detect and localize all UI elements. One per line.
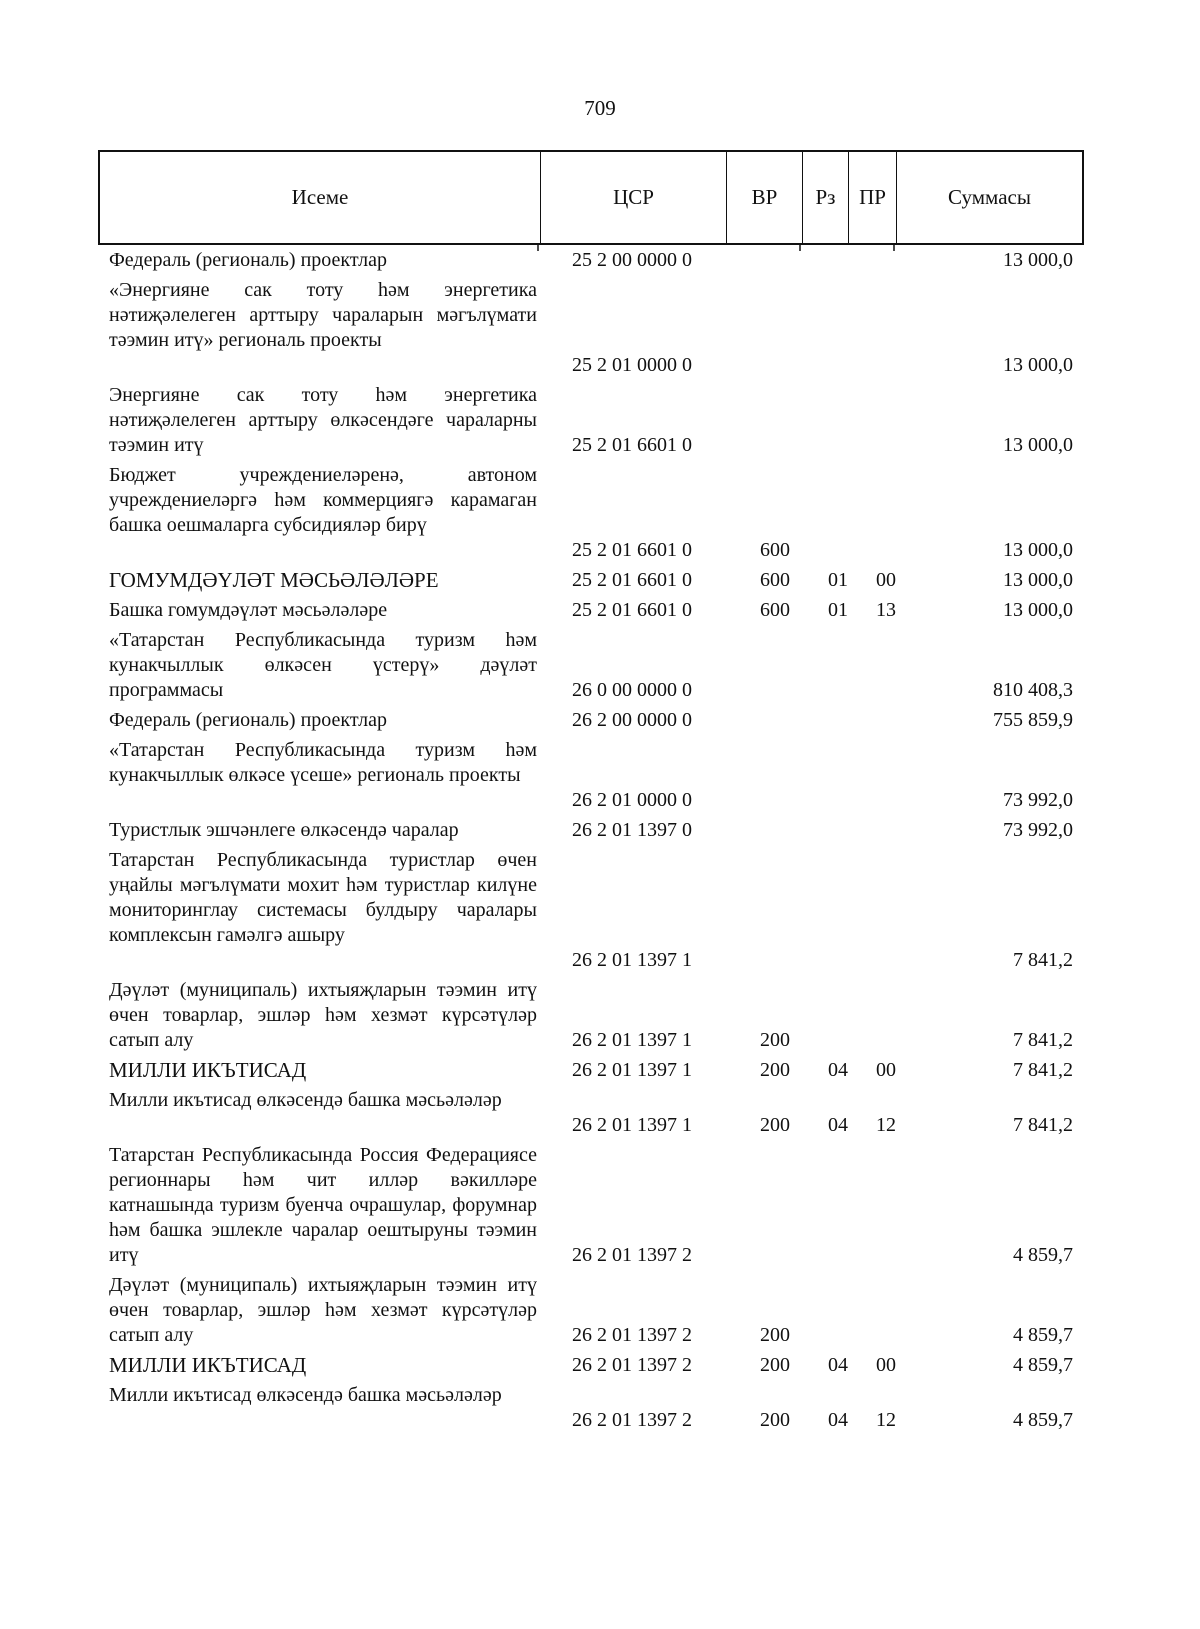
header-name: Исеме	[291, 185, 349, 209]
row-csr: 25 2 01 6601 0	[572, 539, 692, 561]
row-csr: 25 2 01 6601 0	[572, 569, 692, 591]
table-header	[98, 150, 1084, 245]
header-csr: ЦСР	[540, 152, 726, 243]
table-row	[0, 1143, 1200, 1273]
row-name: Татарстан Республикасында Россия Федерациясе регионнары һәм чит илләр вәкилләре катнашында туризм буенча очрашулар, форумнар һәм башка эшлекле чаралар оештыруны тәэмин итү	[109, 1144, 537, 1266]
row-name: «Татарстан Республикасында туризм һәм кунакчыллык өлкәсен үстерү» дәүләт программасы	[109, 629, 537, 701]
row-csr: 26 2 00 0000 0	[572, 709, 692, 731]
row-rz: 01	[828, 569, 848, 591]
row-sum: 7 841,2	[1013, 1114, 1073, 1136]
row-vr: 600	[760, 599, 790, 621]
table-row	[0, 1088, 1200, 1143]
row-name: МИЛЛИ ИКЪТИСАД	[109, 1058, 307, 1082]
header-sum: Суммасы	[896, 152, 1082, 243]
row-pr: 12	[876, 1114, 896, 1136]
table-row	[0, 848, 1200, 978]
row-csr: 26 2 01 1397 1	[572, 1059, 692, 1081]
row-pr: 12	[876, 1409, 896, 1431]
row-csr: 25 2 01 0000 0	[572, 354, 692, 376]
row-vr: 200	[760, 1114, 790, 1136]
row-csr: 26 2 01 1397 2	[572, 1324, 692, 1346]
row-vr: 200	[760, 1059, 790, 1081]
row-name: Милли икътисад өлкәсендә башка мәсьәләләр	[109, 1384, 502, 1406]
row-name: Федераль (региональ) проектлар	[109, 709, 387, 731]
row-name: Федераль (региональ) проектлар	[109, 249, 387, 271]
table-row	[0, 818, 1200, 848]
table-row	[0, 738, 1200, 818]
row-sum: 13 000,0	[1003, 569, 1073, 591]
row-csr: 26 2 01 1397 2	[572, 1409, 692, 1431]
table-row	[0, 1383, 1200, 1438]
page-number: 709	[584, 96, 616, 120]
row-csr: 26 2 01 1397 1	[572, 1114, 692, 1136]
row-rz: 04	[828, 1409, 848, 1431]
table-row	[0, 708, 1200, 738]
table-row	[0, 463, 1200, 568]
row-sum: 4 859,7	[1013, 1409, 1073, 1431]
row-sum: 73 992,0	[1003, 789, 1073, 811]
header-rz: Рз	[802, 152, 848, 243]
row-vr: 200	[760, 1324, 790, 1346]
row-csr: 26 2 01 1397 0	[572, 819, 692, 841]
row-sum: 755 859,9	[993, 709, 1073, 731]
row-sum: 73 992,0	[1003, 819, 1073, 841]
row-csr: 26 2 01 1397 1	[572, 949, 692, 971]
row-rz: 04	[828, 1114, 848, 1136]
row-vr: 200	[760, 1029, 790, 1051]
row-pr: 13	[876, 599, 896, 621]
row-csr: 26 2 01 1397 2	[572, 1244, 692, 1266]
row-name: Дәүләт (муниципаль) ихтыяҗларын тәэмин итү өчен товарлар, эшләр һәм хезмәт күрсәтүләр сатып алу	[109, 1274, 537, 1346]
row-sum: 13 000,0	[1003, 434, 1073, 456]
row-name: «Энергияне сак тоту һәм энергетика нәтиҗәлелеген арттыру чараларын мәгълүмати тәэмин итү» региональ проекты	[109, 279, 537, 351]
row-rz: 04	[828, 1354, 848, 1376]
header-vr: ВР	[726, 152, 802, 243]
row-sum: 4 859,7	[1013, 1244, 1073, 1266]
row-name: Бюджет учреждениеләренә, автоном учреждениеләргә һәм коммерциягә карамаган башка оешмаларга субсидияләр бирү	[109, 464, 537, 536]
row-name: МИЛЛИ ИКЪТИСАД	[109, 1353, 307, 1377]
row-name: «Татарстан Республикасында туризм һәм кунакчыллык өлкәсе үсеше» региональ проекты	[109, 739, 537, 786]
table-row	[0, 598, 1200, 628]
row-sum: 13 000,0	[1003, 539, 1073, 561]
row-sum: 7 841,2	[1013, 1059, 1073, 1081]
row-csr: 25 2 01 6601 0	[572, 434, 692, 456]
row-csr: 26 2 01 0000 0	[572, 789, 692, 811]
row-pr: 00	[876, 1059, 896, 1081]
row-pr: 00	[876, 1354, 896, 1376]
row-name: Милли икътисад өлкәсендә башка мәсьәләләр	[109, 1089, 502, 1111]
row-csr: 25 2 01 6601 0	[572, 599, 692, 621]
row-name: Туристлык эшчәнлеге өлкәсендә чаралар	[109, 819, 459, 841]
table-row	[0, 1353, 1200, 1383]
table-row	[0, 978, 1200, 1058]
row-sum: 4 859,7	[1013, 1354, 1073, 1376]
row-sum: 13 000,0	[1003, 249, 1073, 271]
row-vr: 600	[760, 569, 790, 591]
row-vr: 200	[760, 1354, 790, 1376]
row-name: Энергияне сак тоту һәм энергетика нәтиҗәлелеген арттыру өлкәсендәге чараларны тәэмин итү	[109, 384, 537, 456]
table-row	[0, 568, 1200, 598]
row-csr: 26 2 01 1397 1	[572, 1029, 692, 1051]
header-pr: ПР	[848, 152, 896, 243]
table-row	[0, 248, 1200, 278]
row-name: ГОМУМДӘҮЛӘТ МӘСЬӘЛӘЛӘРЕ	[109, 568, 439, 592]
table-row	[0, 628, 1200, 708]
row-name: Татарстан Республикасында туристлар өчен уңайлы мәгълүмати мохит һәм туристлар килүне мониторинглау системасы булдыру чаралары комплексын гамәлгә ашыру	[109, 849, 537, 946]
row-csr: 26 2 01 1397 2	[572, 1354, 692, 1376]
row-name: Башка гомумдәүләт мәсьәләләре	[109, 599, 388, 621]
table-row	[0, 278, 1200, 383]
row-rz: 01	[828, 599, 848, 621]
row-rz: 04	[828, 1059, 848, 1081]
row-vr: 200	[760, 1409, 790, 1431]
row-sum: 7 841,2	[1013, 949, 1073, 971]
row-csr: 25 2 00 0000 0	[572, 249, 692, 271]
row-vr: 600	[760, 539, 790, 561]
row-pr: 00	[876, 569, 896, 591]
table-body	[0, 248, 1200, 1438]
row-sum: 810 408,3	[993, 679, 1073, 701]
row-csr: 26 0 00 0000 0	[572, 679, 692, 701]
row-name: Дәүләт (муниципаль) ихтыяҗларын тәэмин итү өчен товарлар, эшләр һәм хезмәт күрсәтүләр сатып алу	[109, 979, 537, 1051]
row-sum: 7 841,2	[1013, 1029, 1073, 1051]
table-row	[0, 1058, 1200, 1088]
row-sum: 13 000,0	[1003, 599, 1073, 621]
table-row	[0, 383, 1200, 463]
row-sum: 4 859,7	[1013, 1324, 1073, 1346]
table-row	[0, 1273, 1200, 1353]
row-sum: 13 000,0	[1003, 354, 1073, 376]
